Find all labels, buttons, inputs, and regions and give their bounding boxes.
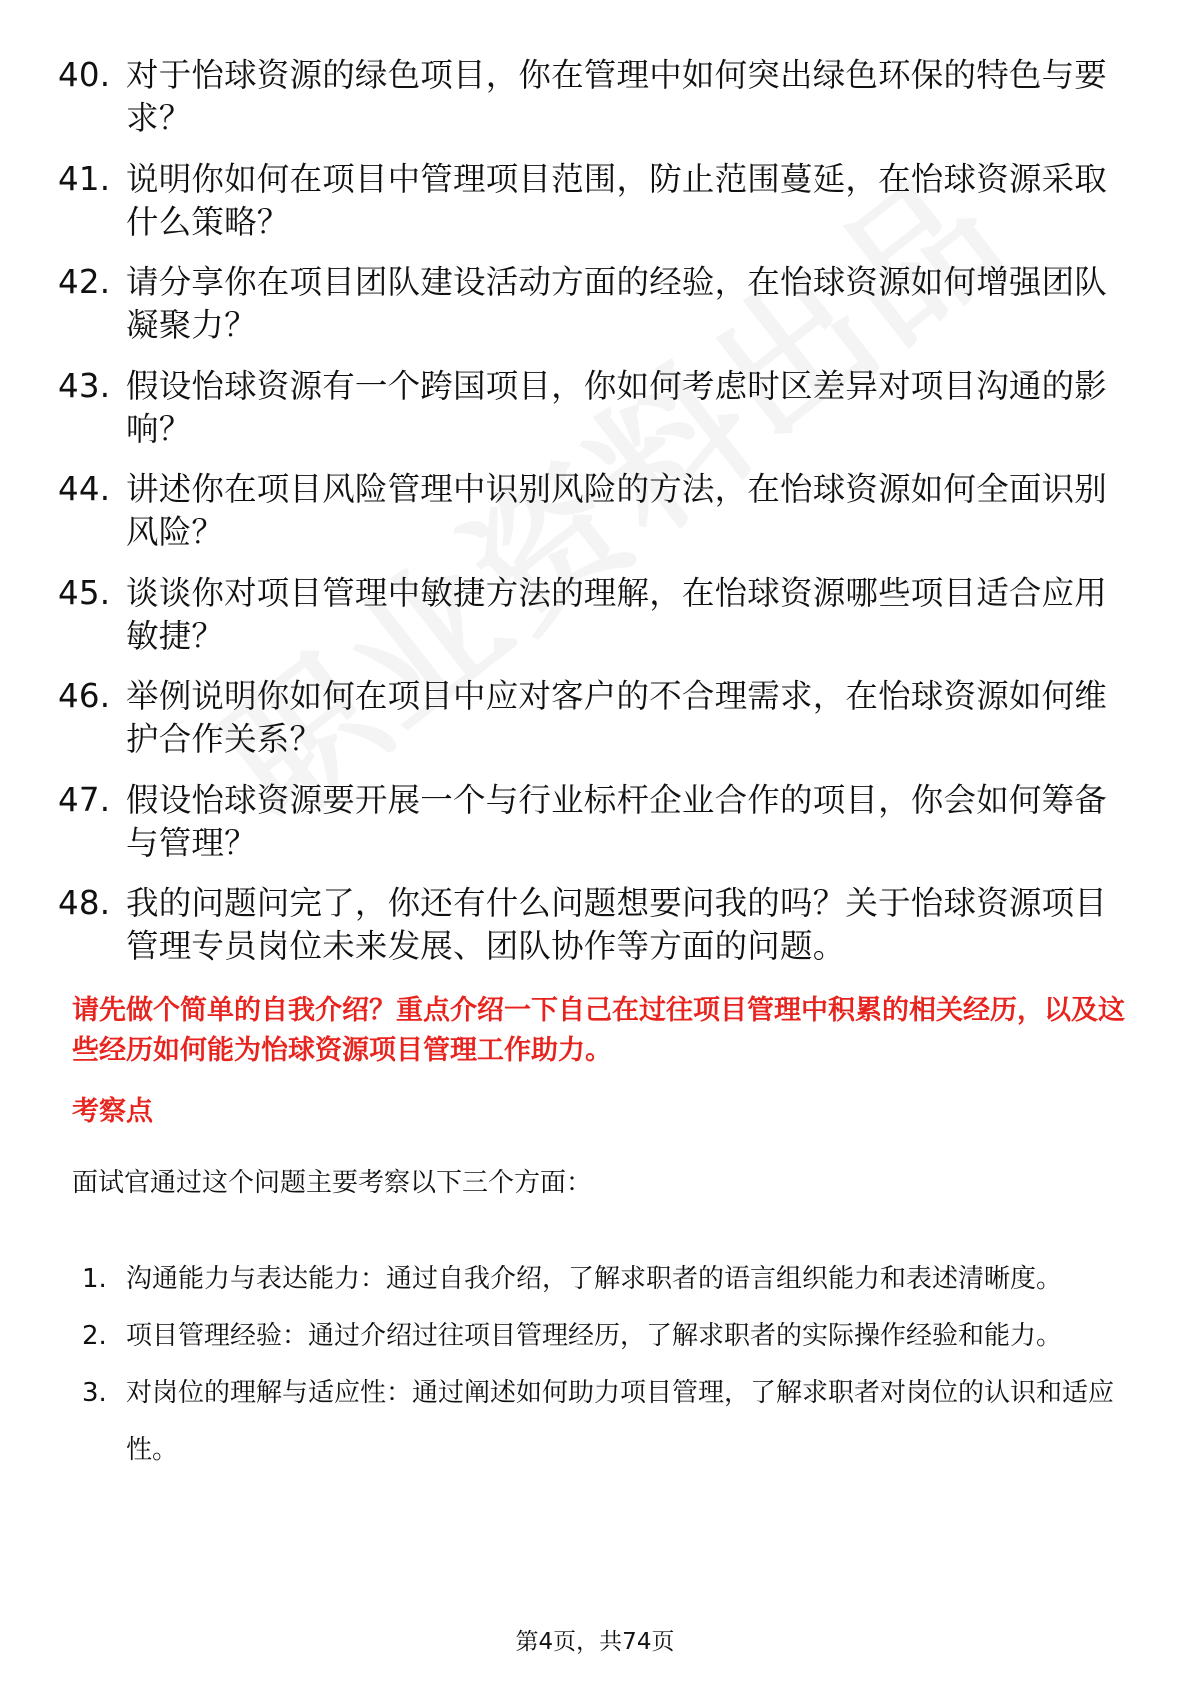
question-number: 40.	[58, 56, 111, 94]
point-text: 项目管理经验：通过介绍过往项目管理经历，了解求职者的实际操作经验和能力。	[126, 1321, 1063, 1351]
point-text: 对岗位的理解与适应性：通过阐述如何助力项目管理，了解求职者对岗位的认识和适应性。	[126, 1378, 1115, 1465]
question-text: 对于怡球资源的绿色项目，你在管理中如何突出绿色环保的特色与要求？	[126, 56, 1108, 137]
question-item	[58, 158, 1118, 244]
assessment-point-list	[82, 1251, 1122, 1479]
question-item	[58, 882, 1118, 968]
question-number: 44.	[58, 470, 111, 508]
question-number: 42.	[58, 263, 111, 301]
intro-paragraph: 面试官通过这个问题主要考察以下三个方面：	[72, 1168, 593, 1198]
question-item	[58, 365, 1118, 451]
question-text: 假设怡球资源有一个跨国项目，你如何考虑时区差异对项目沟通的影响？	[126, 366, 1108, 448]
question-text: 举例说明你如何在项目中应对客户的不合理需求，在怡球资源如何维护合作关系？	[126, 677, 1108, 758]
question-text: 讲述你在项目风险管理中识别风险的方法，在怡球资源如何全面识别风险？	[126, 470, 1108, 551]
question-number: 43.	[58, 366, 111, 405]
point-text: 沟通能力与表达能力：通过自我介绍，了解求职者的语言组织能力和表述清晰度。	[126, 1264, 1063, 1294]
question-number: 47.	[58, 780, 111, 819]
question-text: 我的问题问完了，你还有什么问题想要问我的吗？关于怡球资源项目管理专员岗位未来发展、团队协作等方面的问题。	[126, 884, 1108, 965]
point-number: 3.	[82, 1378, 107, 1408]
question-text: 假设怡球资源要开展一个与行业标杆企业合作的项目，你会如何筹备与管理？	[126, 780, 1108, 862]
question-text: 谈谈你对项目管理中敏捷方法的理解，在怡球资源哪些项目适合应用敏捷？	[126, 573, 1108, 655]
question-item	[58, 779, 1118, 865]
question-list	[58, 54, 1118, 986]
assessment-point	[82, 1365, 1122, 1479]
question-item	[58, 261, 1118, 347]
question-item	[58, 675, 1118, 761]
question-item	[58, 572, 1118, 658]
question-number: 41.	[58, 159, 111, 198]
assessment-point	[82, 1308, 1122, 1365]
highlighted-question: 请先做个简单的自我介绍？重点介绍一下自己在过往项目管理中积累的相关经历，以及这些经历如何能为怡球资源项目管理工作助力。	[72, 995, 1125, 1066]
question-item	[58, 468, 1118, 554]
section-title: 考察点	[72, 1096, 153, 1127]
point-number: 1.	[82, 1264, 107, 1294]
question-number: 48.	[58, 884, 111, 922]
question-text: 请分享你在项目团队建设活动方面的经验，在怡球资源如何增强团队凝聚力？	[126, 263, 1108, 344]
question-item	[58, 54, 1118, 140]
point-number: 2.	[82, 1321, 107, 1351]
question-number: 46.	[58, 677, 111, 715]
page-footer: 第4页，共74页	[515, 1629, 675, 1655]
question-number: 45.	[58, 573, 111, 612]
question-text: 说明你如何在项目中管理项目范围，防止范围蔓延，在怡球资源采取什么策略？	[126, 159, 1108, 241]
assessment-point	[82, 1251, 1122, 1308]
